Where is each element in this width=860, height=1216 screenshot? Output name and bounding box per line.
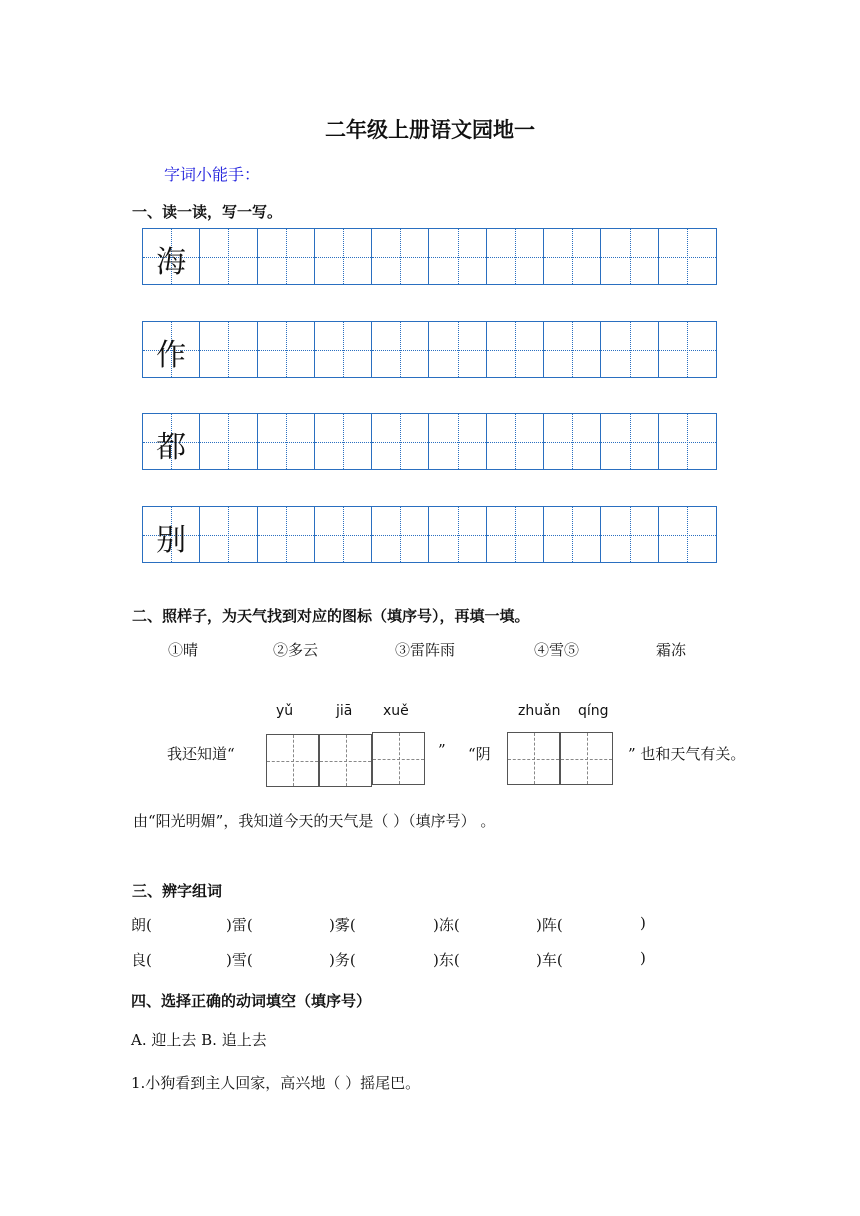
- grid-cell[interactable]: [372, 322, 429, 377]
- grid-cell[interactable]: [315, 414, 372, 469]
- verb-choices: A. 迎上去 B. 追上去: [131, 1031, 267, 1049]
- pinyin-zhuan: zhuǎn: [518, 703, 561, 719]
- model-character: 都: [156, 430, 187, 465]
- grid-cell[interactable]: [601, 414, 658, 469]
- word-group-1-d: )冻(: [433, 916, 460, 934]
- section2-heading: 二、照样子，为天气找到对应的图标（填序号），再填一填。: [132, 607, 530, 625]
- writing-grid-row-3: [142, 413, 717, 470]
- answer-box-jia[interactable]: [319, 734, 372, 787]
- pinyin-xue: xuě: [383, 703, 409, 719]
- quote-yin: “阴: [468, 745, 491, 763]
- grid-cell[interactable]: [372, 507, 429, 562]
- grid-cell[interactable]: [601, 229, 658, 284]
- model-character: 海: [156, 245, 187, 280]
- weather-option-2: ②多云: [273, 641, 319, 659]
- section-subtitle: 字词小能手：: [164, 165, 261, 184]
- pinyin-yu: yǔ: [276, 703, 294, 719]
- writing-grid-row-4: [142, 506, 717, 563]
- answer-box-qing[interactable]: [560, 732, 613, 785]
- grid-cell[interactable]: [429, 229, 486, 284]
- grid-cell[interactable]: [258, 507, 315, 562]
- page-title: 二年级上册语文园地一: [325, 118, 535, 142]
- word-group-2-end: ): [640, 949, 646, 967]
- grid-cell[interactable]: [544, 507, 601, 562]
- word-group-1-c: )雾(: [329, 916, 356, 934]
- answer-box-zhuan[interactable]: [507, 732, 560, 785]
- grid-cell[interactable]: [200, 507, 257, 562]
- know-prefix: 我还知道“: [167, 745, 235, 763]
- grid-cell[interactable]: [544, 322, 601, 377]
- weather-option-5: 霜冻: [656, 641, 687, 659]
- grid-cell[interactable]: [315, 229, 372, 284]
- grid-cell[interactable]: [258, 414, 315, 469]
- grid-cell[interactable]: [200, 414, 257, 469]
- grid-cell: [143, 229, 200, 284]
- quote-close: ”: [438, 741, 446, 759]
- grid-cell[interactable]: [487, 229, 544, 284]
- model-character: 作: [156, 338, 187, 373]
- grid-cell[interactable]: [429, 507, 486, 562]
- word-group-1-b: )雷(: [226, 916, 253, 934]
- grid-cell[interactable]: [544, 229, 601, 284]
- weather-option-1: ①晴: [168, 641, 199, 659]
- grid-cell: [143, 414, 200, 469]
- word-group-2-d: )东(: [433, 951, 460, 969]
- grid-cell[interactable]: [487, 322, 544, 377]
- pinyin-qing: qíng: [578, 703, 609, 719]
- word-group-2-b: )雪(: [226, 951, 253, 969]
- answer-box-yu[interactable]: [266, 734, 319, 787]
- word-group-1-e: )阵(: [536, 916, 563, 934]
- weather-option-4: ④雪⑤: [534, 641, 580, 659]
- word-group-2-e: )车(: [536, 951, 563, 969]
- sunny-sentence: 由“阳光明媚”，我知道今天的天气是（ ）（填序号） 。: [133, 812, 496, 830]
- grid-cell: [143, 507, 200, 562]
- section4-heading: 四、选择正确的动词填空（填序号）: [131, 992, 372, 1010]
- grid-cell[interactable]: [487, 507, 544, 562]
- writing-grid-row-1: [142, 228, 717, 285]
- grid-cell[interactable]: [315, 322, 372, 377]
- writing-grid-row-2: [142, 321, 717, 378]
- word-group-2-a: 良(: [131, 951, 152, 969]
- grid-cell[interactable]: [372, 229, 429, 284]
- grid-cell[interactable]: [487, 414, 544, 469]
- section1-heading: 一、读一读，写一写。: [132, 203, 283, 221]
- grid-cell[interactable]: [544, 414, 601, 469]
- model-character: 别: [156, 523, 187, 558]
- grid-cell[interactable]: [429, 414, 486, 469]
- grid-cell[interactable]: [372, 414, 429, 469]
- grid-cell[interactable]: [258, 229, 315, 284]
- grid-cell[interactable]: [200, 322, 257, 377]
- question-1: 1.小狗看到主人回家，高兴地（ ）摇尾巴。: [131, 1074, 421, 1092]
- grid-cell[interactable]: [429, 322, 486, 377]
- pinyin-jia: jiā: [336, 703, 353, 719]
- grid-cell[interactable]: [315, 507, 372, 562]
- grid-cell[interactable]: [200, 229, 257, 284]
- grid-cell[interactable]: [659, 229, 716, 284]
- grid-cell[interactable]: [659, 507, 716, 562]
- grid-cell[interactable]: [258, 322, 315, 377]
- word-group-1-a: 朗(: [131, 916, 152, 934]
- weather-option-3: ③雷阵雨: [395, 641, 456, 659]
- grid-cell: [143, 322, 200, 377]
- section3-heading: 三、辨字组词: [132, 882, 223, 900]
- grid-cell[interactable]: [601, 322, 658, 377]
- answer-box-xue[interactable]: [372, 732, 425, 785]
- grid-cell[interactable]: [659, 414, 716, 469]
- know-suffix: ” 也和天气有关。: [628, 745, 746, 763]
- grid-cell[interactable]: [659, 322, 716, 377]
- grid-cell[interactable]: [601, 507, 658, 562]
- word-group-1-end: ): [640, 914, 646, 932]
- word-group-2-c: )务(: [329, 951, 356, 969]
